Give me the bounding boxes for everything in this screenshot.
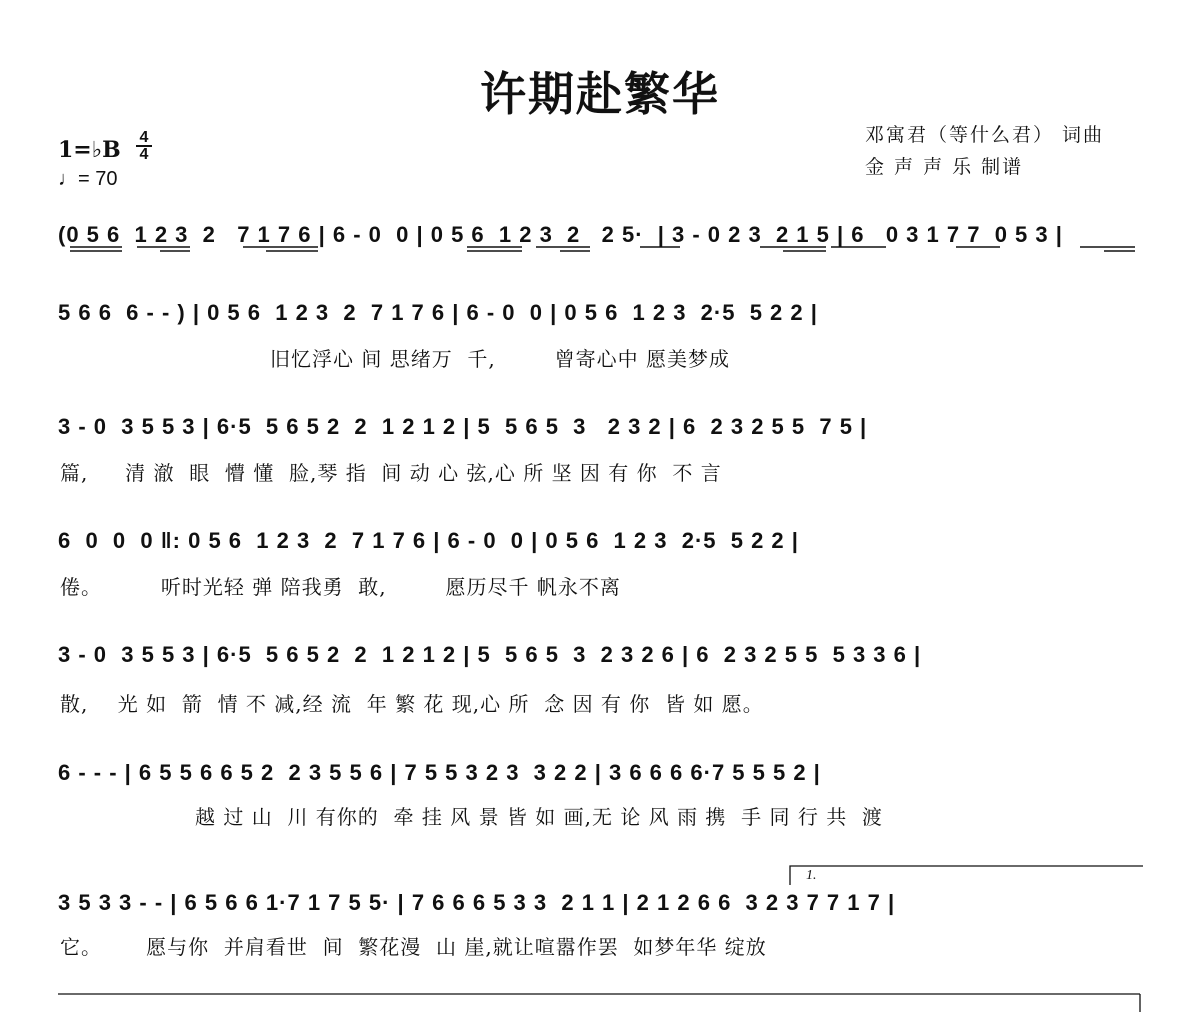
composer-credit: 邓寓君（等什么君） 词曲: [865, 124, 1105, 146]
time-signature-top: 4: [139, 129, 149, 146]
score-line-3: 3 - 0 3 5 5 3 | 6·5 5 6 5 2 2 1 2 1 2 | 5 5 6 5 3 2 3 2 | 6 2 3 2 5 5 7 5 |: [58, 414, 868, 439]
key-text: 1=♭B: [58, 137, 121, 163]
tempo-marking: ♩= 70: [58, 168, 118, 190]
page-title: 许期赴繁华: [480, 67, 720, 121]
ending-label: 1.: [806, 868, 817, 883]
lyrics-line-3: 篇, 清 澈 眼 懵 懂 脸,琴 指 间 动 心 弦,心 所 坚 因 有 你 不 言: [60, 461, 722, 485]
score-line-5: 3 - 0 3 5 5 3 | 6·5 5 6 5 2 2 1 2 1 2 | 5 5 6 5 3 2 3 2 6 | 6 2 3 2 5 5 5 3 3 6 |: [58, 642, 922, 667]
score-line-7: 3 5 3 3 - - | 6 5 6 6 1·7 1 7 5 5· | 7 6 6 6 5 3 3 2 1 1 | 2 1 2 6 6 3 2 3 7 7 1 7 |: [58, 890, 896, 915]
lyrics-line-4: 倦。 听时光轻 弹 陪我勇 敢, 愿历尽千 帆永不离: [60, 575, 621, 599]
lyrics-line-7: 它。 愿与你 并肩看世 间 繁花漫 山 崖,就让喧嚣作罢 如梦年华 绽放: [60, 935, 767, 959]
lyrics-line-6: 越 过 山 川 有你的 牵 挂 风 景 皆 如 画,无 论 风 雨 携 手 同 行 共 渡: [195, 805, 883, 829]
score-line-4: 6 0 0 0 ‖: 0 5 6 1 2 3 2 7 1 7 6 | 6 - 0 0 | 0 5 6 1 2 3 2·5 5 2 2 |: [58, 528, 799, 553]
score-line-6: 6 - - - | 6 5 5 6 6 5 2 2 3 5 5 6 | 7 5 5 3 2 3 3 2 2 | 3 6 6 6 6·7 5 5 5 2 |: [58, 760, 821, 785]
score-line-2: 5 6 6 6 - - ) | 0 5 6 1 2 3 2 7 1 7 6 | 6 - 0 0 | 0 5 6 1 2 3 2·5 5 2 2 |: [58, 300, 818, 325]
volta-bracket: [790, 866, 1143, 885]
time-signature-bottom: 4: [139, 146, 149, 163]
lyrics-line-2: 旧忆浮心 间 思绪万 千, 曾寄心中 愿美梦成: [270, 347, 731, 371]
lyrics-line-5: 散, 光 如 箭 情 不 减,经 流 年 繁 花 现,心 所 念 因 有 你 皆 如 愿。: [60, 692, 764, 716]
score-line-1: (0 5 6 1 2 3 2 7 1 7 6 | 6 - 0 0 | 0 5 6 1 2 3 2 2 5· | 3 - 0 2 3 2 1 5 | 6 0 3 1 7 7 0 5 3 |: [58, 222, 1063, 247]
arranger-credit: 金 声 声 乐 制谱: [865, 156, 1024, 178]
